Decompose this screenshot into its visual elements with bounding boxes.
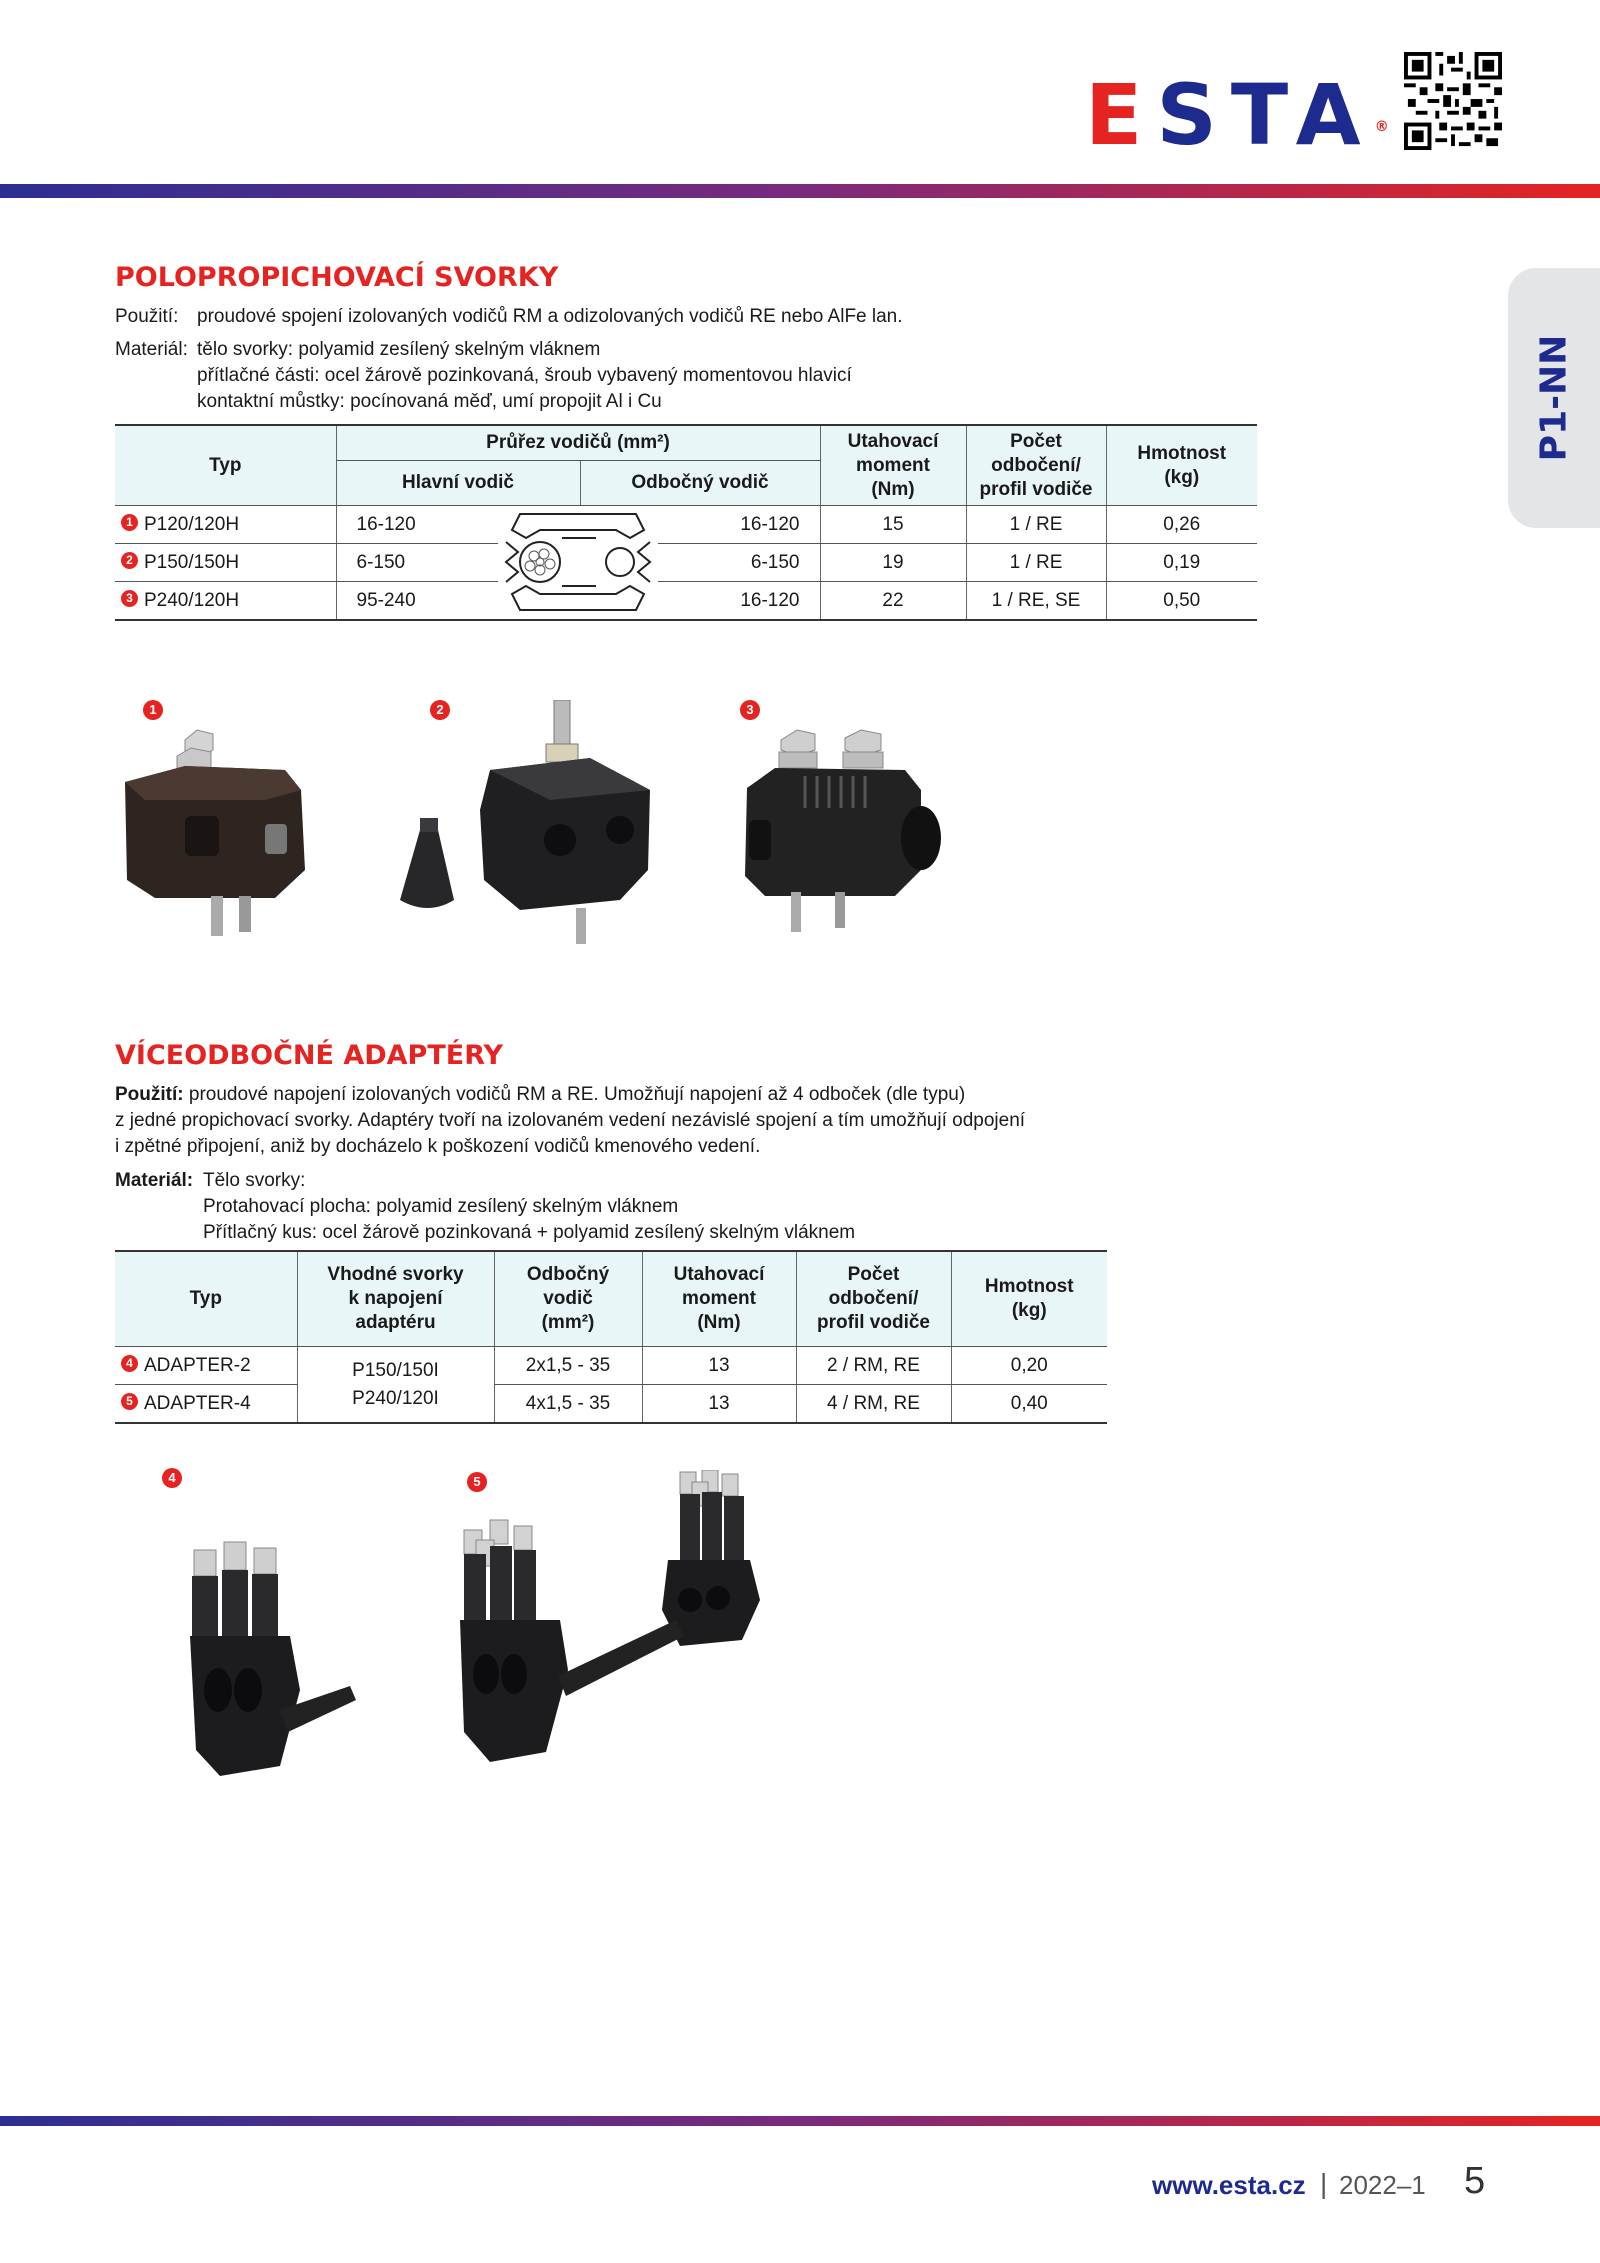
col-pocet: Počet odbočení/ profil vodiče (966, 425, 1106, 506)
col-typ: Typ (115, 425, 336, 506)
section-side-tab: P1-NN (1508, 268, 1600, 528)
product-photo-adapter-2 (180, 1540, 360, 1780)
section2-material: Materiál: Tělo svorky: Protahovací plocha: polyamid zesílený skelným vláknem Přítlačný kus: ocel žárově pozinkovaná + polyamid zesílený skelným vláknem (115, 1170, 856, 1243)
section2-title: VÍCEODBOČNÉ ADAPTÉRY (115, 1040, 504, 1071)
footer-gradient-band (0, 2116, 1600, 2126)
table-row: 1 P120/120H 16-120 16-120 15 1 / RE 0,26 (115, 506, 1257, 544)
col-hlavni: Hlavní vodič (336, 461, 580, 506)
qr-code-icon (1404, 52, 1502, 150)
col-vhodne: Vhodné svorky k napojení adaptéru (297, 1251, 494, 1347)
table-row: 5 ADAPTER-4 4x1,5 - 35 13 4 / RM, RE 0,40 (115, 1385, 1107, 1424)
photo-badge: 3 (740, 700, 760, 720)
product-photo-p150 (380, 700, 660, 950)
clamp-cross-section-diagram (498, 508, 658, 616)
photo-badge: 4 (162, 1468, 182, 1488)
col-pocet: Počet odbočení/ profil vodiče (796, 1251, 951, 1347)
table-row: 4 ADAPTER-2 P150/150I P240/120I 2x1,5 - 35 13 2 / RM, RE 0,20 (115, 1347, 1107, 1385)
col-odbocny: Odbočný vodič (mm²) (494, 1251, 642, 1347)
table-row: 3 P240/120H 95-240 16-120 22 1 / RE, SE 0,50 (115, 582, 1257, 621)
section2-use: Použití: proudové napojení izolovaných vodičů RM a RE. Umožňují napojení až 4 odboček (dle typu) z jedné propichovací svorky. Adaptéry tvoří na izolovaném vedení nezávislé spojení a tím umožňují odpojení i zpětné připojení, aniž by docházelo k poškození vodičů kmenového vedení. (115, 1084, 1026, 1157)
photo-badge: 1 (143, 700, 163, 720)
footer-website-link[interactable]: www.esta.cz (1152, 2170, 1306, 2200)
esta-logo: ESTA® (1085, 66, 1389, 164)
photo-badge: 2 (430, 700, 450, 720)
table-row: 2 P150/150H 6-150 6-150 19 1 / RE 0,19 (115, 544, 1257, 582)
footer-separator: | (1320, 2168, 1328, 2199)
col-hmotnost: Hmotnost (kg) (951, 1251, 1107, 1347)
footer-edition: 2022–1 (1339, 2170, 1426, 2200)
product-photo-p120 (115, 720, 315, 945)
adapters-table (115, 1250, 1107, 1424)
col-moment: Utahovací moment (Nm) (642, 1251, 796, 1347)
col-odbocny: Odbočný vodič (580, 461, 820, 506)
col-moment: Utahovací moment (Nm) (820, 425, 966, 506)
section1-title: POLOPROPICHOVACÍ SVORKY (115, 262, 559, 293)
header-gradient-band (0, 184, 1600, 198)
col-prurez: Průřez vodičů (mm²) (336, 425, 820, 461)
page-number: 5 (1464, 2160, 1486, 2202)
photo-badge: 5 (467, 1472, 487, 1492)
clamps-table (115, 424, 1257, 621)
product-photo-adapter-4 (450, 1470, 790, 1770)
col-typ: Typ (115, 1251, 297, 1347)
section1-material: Materiál: tělo svorky: polyamid zesílený skelným vláknem přítlačné části: ocel žárově pozinkovaná, šroub vybavený momentovou hlavicí kontaktní můstky: pocínovaná měď, umí propojit Al i Cu (115, 339, 852, 412)
product-photo-p240 (735, 720, 945, 940)
section1-use: Použití: proudové spojení izolovaných vodičů RM a odizolovaných vodičů RE nebo AlFe lan. (115, 306, 903, 327)
col-hmotnost: Hmotnost (kg) (1106, 425, 1257, 506)
